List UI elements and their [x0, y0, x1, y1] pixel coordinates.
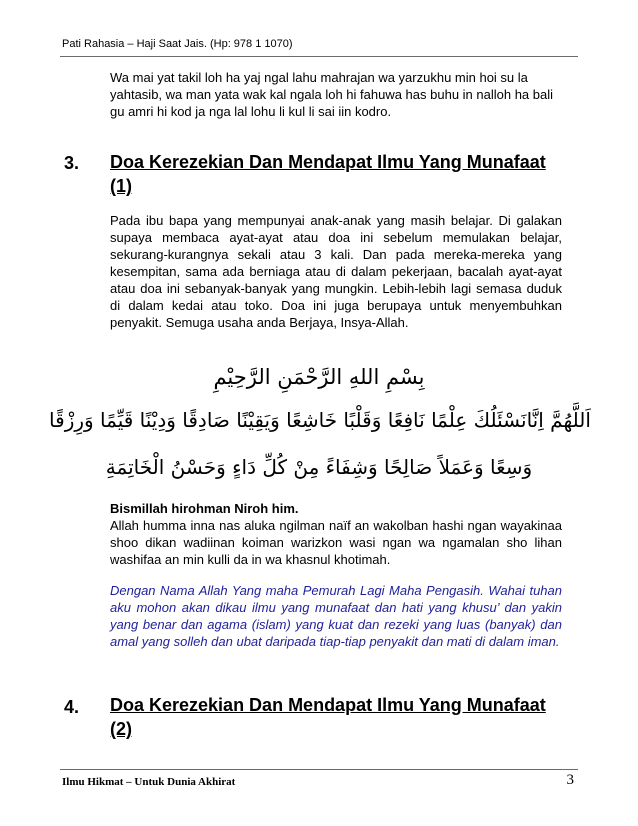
section-4-number: 4. [64, 697, 80, 717]
footer-divider [60, 769, 578, 770]
header-divider [60, 56, 578, 57]
arabic-basmala: بِسْمِ اللهِ الرَّحْمَنِ الرَّحِيْمِ [213, 365, 425, 389]
section-4-title: Doa Kerezekian Dan Mendapat Ilmu Yang Munafaat (2) [110, 695, 546, 739]
footer-book-title: Ilmu Hikmat – Untuk Dunia Akhirat [62, 776, 236, 788]
transliteration-title: Bismillah hirohman Niroh him. [110, 501, 299, 516]
section-3-body: Pada ibu bapa yang mempunyai anak-anak yang masih belajar. Di galakan supaya membaca ayat-ayat atau doa ini sebelum memulakan belajar, sekurang-kurangnya sekali atau 3 kali. Dan pada mereka-mereka yang kesempitan, sama ada berniaga atau di dalam pekerjaan, bacalah ayat-ayat atau doa ini sebanyak-banyak yang mungkin. Lebih-lebih lagi semasa duduk di dalam kedai atau toko. Doa ini juga berupaya untuk menyembuhkan penyakit. Semuga usaha anda Berjaya, Insya-Allah. [110, 213, 562, 330]
translation-paragraph: Dengan Nama Allah Yang maha Pemurah Lagi Maha Pengasih. Wahai tuhan aku mohon akan dikau ilmu yang munafaat dan hati yang khusu’ dan yakin yang benar dan agama (islam) yang kuat dan rezeki yang luas (banyak) dan amal yang solleh dan ubat daripada tiap-tiap penyakit dan mati di dalam iman. [110, 583, 562, 649]
transliteration-body: Allah humma inna nas aluka ngilman naïf an wakolban hashi ngan wayakinaa shoo dikan wadiinan koiman warizkon wasi ngan wa ngamalan sho lihan washifaa an min kulli da in wa khasnul khotimah. [110, 518, 562, 567]
transliteration-block [110, 500, 562, 568]
section-3-number: 3. [64, 153, 80, 173]
section-3-title: Doa Kerezekian Dan Mendapat Ilmu Yang Munafaat (1) [110, 152, 546, 196]
intro-paragraph: Wa mai yat takil loh ha yaj ngal lahu mahrajan wa yarzukhu min hoi su la yahtasib, wa man yata wak kal ngala loh hi fahuwa has buhu in nalloh ha bali gu amri hi kod ja nga lal lohu li kul li sai iin kodro. [110, 70, 554, 119]
page-number: 3 [566, 772, 574, 788]
arabic-doa-line-2: وَسِعًا وَعَمَلاً صَالِحًا وَشِفَاءً مِنْ كُلِّ دَاءٍ وَحَسْنُ الْخَاتِمَةِ [105, 455, 533, 479]
running-header: Pati Rahasia – Haji Saat Jais. (Hp: 978 1 1070) [62, 38, 293, 50]
arabic-doa-line-1: اَللَّهُمَّ اِنَّانَسْئَلُكَ عِلْمًا نَافِعًا وَقَلْبًا خَاشِعًا وَيَقِيْنًا صَادِقًا وَدِيْنًا قَيِّمًا وَرِزْقًا [49, 408, 591, 432]
